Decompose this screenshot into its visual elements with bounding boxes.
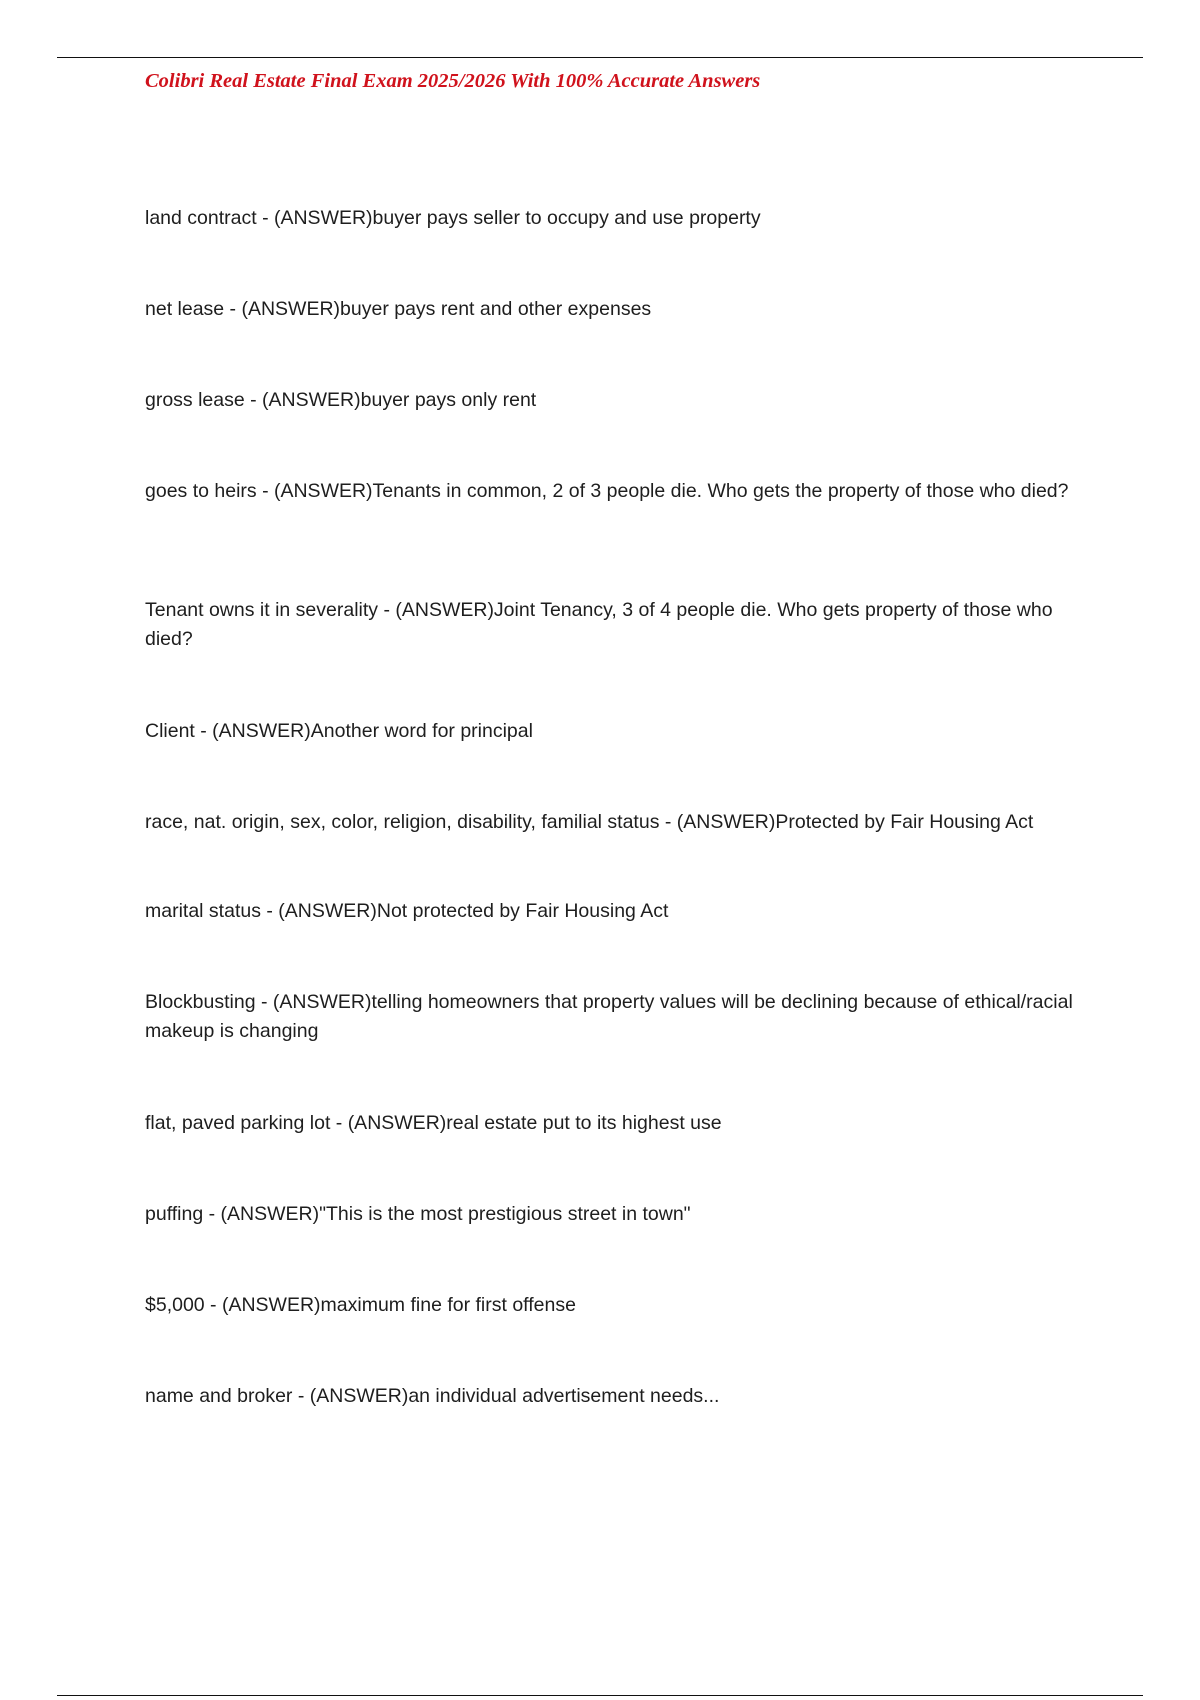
qa-item: net lease - (ANSWER)buyer pays rent and other expenses — [145, 298, 652, 320]
qa-item: flat, paved parking lot - (ANSWER)real estate put to its highest use — [145, 1112, 722, 1134]
qa-item: race, nat. origin, sex, color, religion, disability, familial status - (ANSWER)Protected by Fair Housing Act — [145, 811, 1034, 833]
footer-rule — [57, 1695, 1143, 1696]
qa-item: name and broker - (ANSWER)an individual advertisement needs... — [145, 1385, 720, 1407]
qa-item: Client - (ANSWER)Another word for principal — [145, 720, 533, 742]
qa-item: puffing - (ANSWER)"This is the most prestigious street in town" — [145, 1203, 691, 1225]
qa-item: $5,000 - (ANSWER)maximum fine for first offense — [145, 1294, 576, 1316]
qa-item: Tenant owns it in severality - (ANSWER)Joint Tenancy, 3 of 4 people die. Who gets property of those who died? — [145, 599, 1053, 650]
qa-item: goes to heirs - (ANSWER)Tenants in common, 2 of 3 people die. Who gets the property of those who died? — [145, 480, 1069, 502]
qa-item: land contract - (ANSWER)buyer pays seller to occupy and use property — [145, 207, 761, 229]
qa-item: marital status - (ANSWER)Not protected by Fair Housing Act — [145, 900, 669, 922]
qa-item: gross lease - (ANSWER)buyer pays only rent — [145, 389, 537, 411]
document-title: Colibri Real Estate Final Exam 2025/2026 With 100% Accurate Answers — [145, 70, 761, 92]
header-rule — [57, 57, 1143, 58]
qa-item: Blockbusting - (ANSWER)telling homeowners that property values will be declining because of ethical/racial makeup is changing — [145, 991, 1073, 1042]
